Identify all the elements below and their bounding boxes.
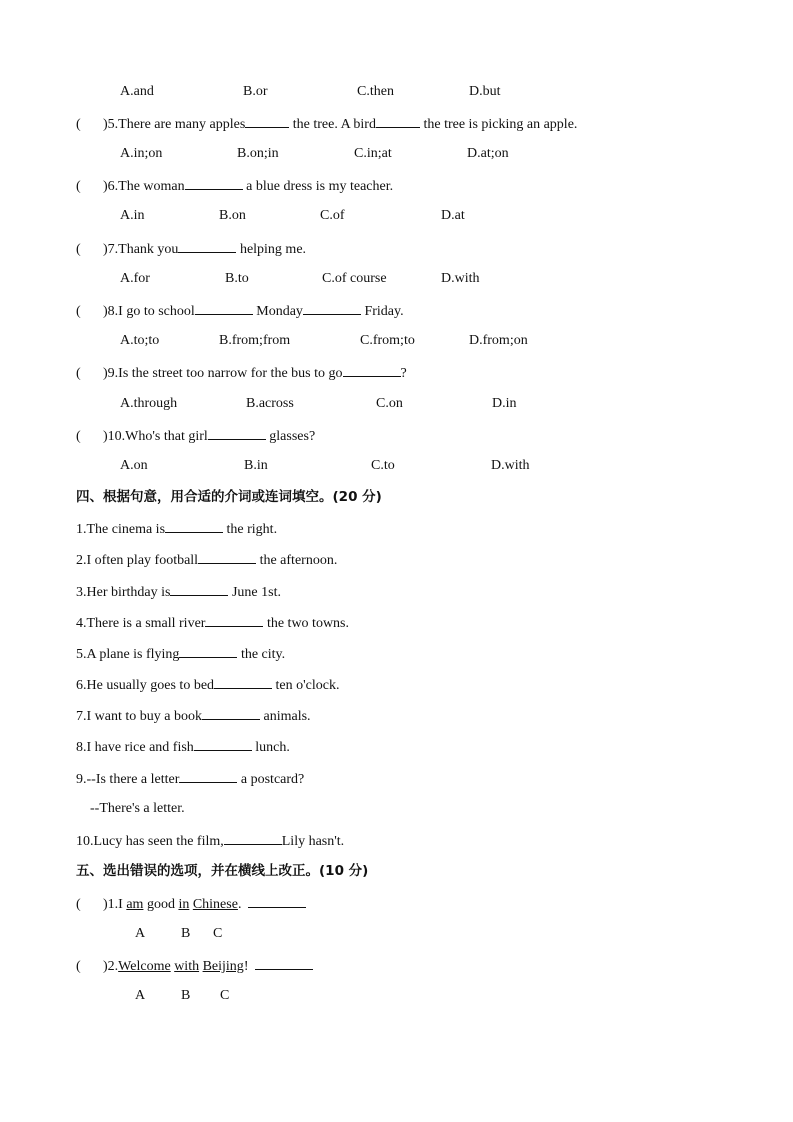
q9-option-c: C.on <box>376 396 403 411</box>
option-c-word: Chinese <box>192 897 238 912</box>
correction-blank[interactable] <box>255 956 313 970</box>
question-6: ( )6.The woman a blue dress is my teacher. <box>76 176 393 196</box>
answer-blank[interactable] <box>185 176 243 190</box>
q7-option-a: A.for <box>120 271 150 286</box>
answer-blank[interactable] <box>376 114 420 128</box>
answer-paren: ( <box>76 897 81 912</box>
answer-paren: ( <box>76 959 81 974</box>
q1-label-b: B <box>181 926 191 941</box>
question-5: ( )5.There are many apples the tree. A bird the tree is picking an apple. <box>76 114 577 134</box>
q8-option-b: B.from;from <box>219 333 291 348</box>
q10-option-d: D.with <box>491 458 530 473</box>
fill-item-10: 10.Lucy has seen the film, Lily hasn't. <box>76 831 344 851</box>
question-9: ( )9.Is the street too narrow for the bus to go ? <box>76 363 407 383</box>
answer-blank[interactable] <box>194 737 252 751</box>
section-5-heading: 五、选出错误的选项，并在横线上改正。(10 分) <box>76 863 369 879</box>
error-question-1: ( )1.I am good in Chinese. <box>76 894 306 914</box>
fill-item-1: 1.The cinema is the right. <box>76 519 277 539</box>
q5-option-b: B.on;in <box>237 146 279 161</box>
answer-blank[interactable] <box>224 831 282 845</box>
q10-option-b: B.in <box>244 458 268 473</box>
q4-option-a: A.and <box>120 84 154 99</box>
answer-blank[interactable] <box>208 426 266 440</box>
answer-blank[interactable] <box>165 519 223 533</box>
answer-blank[interactable] <box>303 301 361 315</box>
fill-item-2: 2.I often play football the afternoon. <box>76 550 337 570</box>
answer-blank[interactable] <box>205 613 263 627</box>
q9-option-a: A.through <box>120 396 178 411</box>
q1-label-a: A <box>135 926 146 941</box>
question-8: ( )8.I go to school Monday Friday. <box>76 301 404 321</box>
q5-option-a: A.in;on <box>120 146 163 161</box>
correction-blank[interactable] <box>248 894 306 908</box>
q9-option-d: D.in <box>492 396 517 411</box>
q8-option-c: C.from;to <box>360 333 415 348</box>
q6-option-c: C.of <box>320 208 345 223</box>
option-c-word: Beijing <box>202 959 244 974</box>
q5-option-d: D.at;on <box>467 146 509 161</box>
answer-blank[interactable] <box>202 706 260 720</box>
q1-label-c: C <box>213 926 223 941</box>
answer-paren: ( <box>76 179 81 194</box>
answer-blank[interactable] <box>198 550 256 564</box>
q2-label-c: C <box>220 988 230 1003</box>
q5-option-c: C.in;at <box>354 146 392 161</box>
fill-item-5: 5.A plane is flying the city. <box>76 644 285 664</box>
answer-blank[interactable] <box>170 582 228 596</box>
q10-option-c: C.to <box>371 458 395 473</box>
answer-paren: ( <box>76 117 81 132</box>
fill-item-9: 9.--Is there a letter a postcard? <box>76 769 304 789</box>
answer-blank[interactable] <box>178 239 236 253</box>
fill-item-9-answer: --There's a letter. <box>90 801 185 816</box>
answer-paren: ( <box>76 366 81 381</box>
answer-paren: ( <box>76 304 81 319</box>
q4-option-c: C.then <box>357 84 394 99</box>
q2-label-b: B <box>181 988 191 1003</box>
answer-paren: ( <box>76 242 81 257</box>
fill-item-6: 6.He usually goes to bed ten o'clock. <box>76 675 339 695</box>
error-question-2: ( )2.Welcome with Beijing! <box>76 956 313 976</box>
q7-option-d: D.with <box>441 271 480 286</box>
q10-option-a: A.on <box>120 458 148 473</box>
fill-item-4: 4.There is a small river the two towns. <box>76 613 349 633</box>
q7-option-b: B.to <box>225 271 249 286</box>
option-a-word: am <box>126 897 144 912</box>
question-7: ( )7.Thank you helping me. <box>76 239 306 259</box>
q9-option-b: B.across <box>246 396 294 411</box>
option-b-word: in <box>178 897 190 912</box>
q7-option-c: C.of course <box>322 271 387 286</box>
answer-blank[interactable] <box>179 644 237 658</box>
answer-blank[interactable] <box>195 301 253 315</box>
q8-option-d: D.from;on <box>469 333 528 348</box>
option-b-word: with <box>174 959 200 974</box>
q8-option-a: A.to;to <box>120 333 160 348</box>
q4-option-b: B.or <box>243 84 268 99</box>
fill-item-3: 3.Her birthday is June 1st. <box>76 582 281 602</box>
q6-option-a: A.in <box>120 208 145 223</box>
answer-blank[interactable] <box>214 675 272 689</box>
fill-item-7: 7.I want to buy a book animals. <box>76 706 311 726</box>
question-10: ( )10.Who's that girl glasses? <box>76 426 315 446</box>
q4-option-d: D.but <box>469 84 501 99</box>
answer-blank[interactable] <box>245 114 289 128</box>
q6-option-b: B.on <box>219 208 246 223</box>
fill-item-8: 8.I have rice and fish lunch. <box>76 737 290 757</box>
section-4-heading: 四、根据句意，用合适的介词或连词填空。(20 分) <box>76 489 382 505</box>
answer-blank[interactable] <box>179 769 237 783</box>
q2-label-a: A <box>135 988 146 1003</box>
q6-option-d: D.at <box>441 208 465 223</box>
option-a-word: Welcome <box>118 959 171 974</box>
answer-paren: ( <box>76 429 81 444</box>
answer-blank[interactable] <box>343 363 401 377</box>
